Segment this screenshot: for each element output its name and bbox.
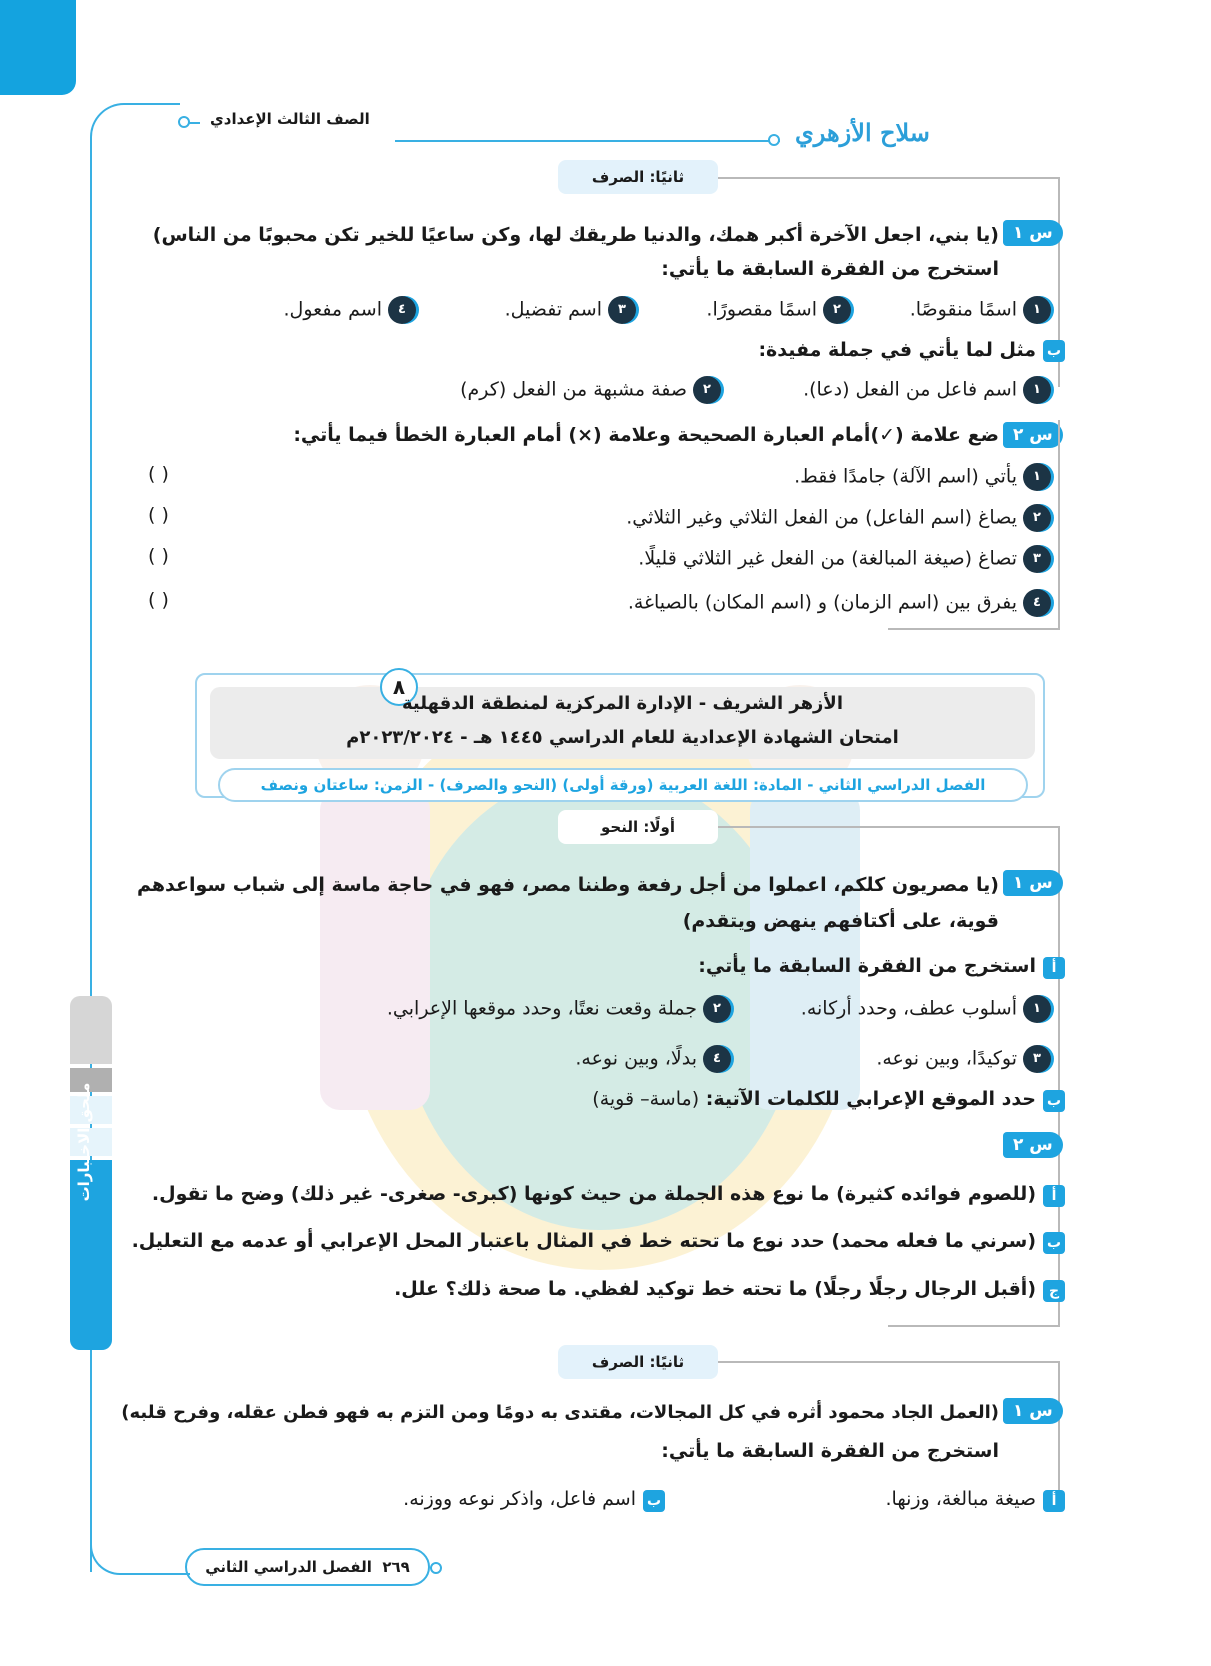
frame-bottom: [90, 1540, 190, 1575]
exam-title-line-2: امتحان الشهادة الإعدادية للعام الدراسي ١٤٤٥ هـ - ٢٠٢٣/٢٠٢٤م: [346, 727, 899, 748]
q1-instruction: استخرج من الفقرة السابقة ما يأتي:: [661, 258, 999, 280]
p2-q2-item-a: (للصوم فوائده كثيرة) ما نوع هذه الجملة من حيث كونها (كبرى- صغرى- غير ذلك) وضح ما تقول.: [151, 1183, 1036, 1205]
corner-tab: [0, 0, 76, 95]
q2-item-2: ٢يصاغ (اسم الفاعل) من الفعل الثلاثي وغير الثلاثي.: [626, 504, 1051, 532]
p3-q1-instruction: استخرج من الفقرة السابقة ما يأتي:: [661, 1440, 999, 1462]
footer-label: الفصل الدراسي الثاني: [205, 1558, 372, 1576]
header-line-2: [395, 140, 780, 142]
exam-subtitle: الفصل الدراسي الثاني - المادة: اللغة العربية (ورقة أولى) (النحو والصرف) - الزمن: ساعتان ونصف: [218, 768, 1028, 802]
exam-title-line-1: الأزهر الشريف - الإدارة المركزية لمنطقة الدقهلية: [401, 693, 843, 714]
p2-q2-b-badge: ب: [1043, 1232, 1065, 1254]
grade-label: الصف الثالث الإعدادي: [210, 110, 370, 128]
p2-q1-item-1: ١أسلوب عطف، وحدد أركانه.: [801, 995, 1051, 1023]
p2-q2-item-c: (أقبل الرجال رجلًا رجلًا) ما تحته خط توكيد لفظي. ما صحة ذلك؟ علل.: [394, 1278, 1036, 1300]
section-rule-4: [718, 1361, 1060, 1363]
p3-q1-passage: (العمل الجاد محمود أثره في كل المجالات، مقتدى به دومًا ومن التزم به فهو فطن عقله، وفرح قلبه): [121, 1402, 999, 1423]
header-dot-2: [768, 134, 780, 146]
answer-paren-3[interactable]: ( ): [148, 545, 169, 567]
p3-q1-item-b: اسم فاعل، واذكر نوعه ووزنه.: [403, 1488, 636, 1510]
p2-q1-a-instruction: استخرج من الفقرة السابقة ما يأتي:: [698, 955, 1036, 977]
q1-item-2: ٢اسمًا مقصورًا.: [706, 296, 851, 324]
q2-item-3: ٣تصاغ (صيغة المبالغة) من الفعل غير الثلاثي قليلًا.: [638, 545, 1051, 573]
p2-q2-a-badge: أ: [1043, 1185, 1065, 1207]
section-rule: [718, 177, 1060, 179]
p2-q1-a-badge: أ: [1043, 957, 1065, 979]
p3-q1-a-badge: أ: [1043, 1490, 1065, 1512]
q1-passage: (يا بني، اجعل الآخرة أكبر همك، والدنيا طريقك لها، وكن ساعيًا للخير تكن محبوبًا من الناس): [152, 224, 999, 246]
logo: سلاح الأزهري: [795, 118, 930, 147]
p2-q2-badge: س ٢: [1003, 1132, 1063, 1158]
q1-item-1: ١اسمًا منقوصًا.: [910, 296, 1051, 324]
p2-q2-c-badge: ج: [1043, 1280, 1065, 1302]
q1-badge: س ١: [1003, 220, 1063, 246]
p2-q2-item-b: (سرني ما فعله محمد) حدد نوع ما تحته خط في المثال باعتبار المحل الإعرابي أو عدمه مع التعليل.: [131, 1230, 1036, 1252]
p2-q1-item-4: ٤بدلًا، وبين نوعه.: [575, 1045, 731, 1073]
q2-item-1: ١يأتي (اسم الآلة) جامدًا فقط.: [794, 463, 1051, 491]
p2-q1-passage-line-2: قوية، على أكتافهم ينهض ويتقدم): [682, 910, 999, 932]
q1-b-badge: ب: [1043, 340, 1065, 362]
section-rule-3: [718, 826, 1060, 828]
p2-q1-item-3: ٣توكيدًا، وبين نوعه.: [876, 1045, 1051, 1073]
section-rule-v-2: [1058, 420, 1060, 630]
p2-q1-b-instruction: حدد الموقع الإعرابي للكلمات الآتية: (ماسة– قوية): [592, 1088, 1036, 1110]
footer-page-pill: [185, 1548, 430, 1586]
section-rule-bottom: [888, 628, 1060, 630]
p3-q1-b-badge: ب: [643, 1490, 665, 1512]
section-title-sarf-2: ثانيًا: الصرف: [558, 1345, 718, 1379]
q1-b-instruction: مثل لما يأتي في جملة مفيدة:: [758, 339, 1036, 361]
p3-q1-badge: س ١: [1003, 1398, 1063, 1424]
q1-b-item-2: ٢صفة مشبهة من الفعل (كرم): [460, 376, 721, 404]
answer-paren-4[interactable]: ( ): [148, 589, 169, 611]
frame-top: [90, 103, 180, 173]
side-tab-label: ملحق الاختبارات: [75, 1082, 93, 1202]
header-dot: [178, 116, 190, 128]
p2-q1-b-badge: ب: [1043, 1090, 1065, 1112]
answer-paren-1[interactable]: ( ): [148, 463, 169, 485]
q1-b-item-1: ١اسم فاعل من الفعل (دعا).: [803, 376, 1051, 404]
section-rule-v-4: [1058, 1361, 1060, 1511]
page-number: ٢٦٩: [382, 1558, 410, 1576]
frame-left: [90, 170, 92, 1572]
p2-q1-passage-line-1: (يا مصريون كلكم، اعملوا من أجل رفعة وطننا مصر، فهو في حاجة ماسة إلى شباب سواعدهم: [136, 874, 999, 896]
section-title-nahw: أولًا: النحو: [558, 810, 718, 844]
footer-dot: [430, 1562, 442, 1574]
q2-item-4: ٤يفرق بين (اسم الزمان) و (اسم المكان) بالصياغة.: [628, 589, 1051, 617]
exam-number: ٨: [380, 668, 418, 706]
answer-paren-2[interactable]: ( ): [148, 504, 169, 526]
q1-item-4: ٤اسم مفعول.: [284, 296, 417, 324]
q2-instruction: ضع علامة (✓)أمام العبارة الصحيحة وعلامة (×) أمام العبارة الخطأ فيما يأتي:: [293, 424, 999, 446]
p3-q1-item-a: صيغة مبالغة، وزنها.: [885, 1488, 1036, 1510]
section-title-sarf-1: ثانيًا: الصرف: [558, 160, 718, 194]
q2-badge: س ٢: [1003, 422, 1063, 448]
p2-q1-item-2: ٢جملة وقعت نعتًا، وحدد موقعها الإعرابي.: [387, 995, 731, 1023]
p2-q1-badge: س ١: [1003, 870, 1063, 896]
section-rule-bottom-2: [888, 1325, 1060, 1327]
q1-item-3: ٣اسم تفضيل.: [505, 296, 636, 324]
p2-q1-b-words: (ماسة– قوية): [592, 1088, 700, 1110]
